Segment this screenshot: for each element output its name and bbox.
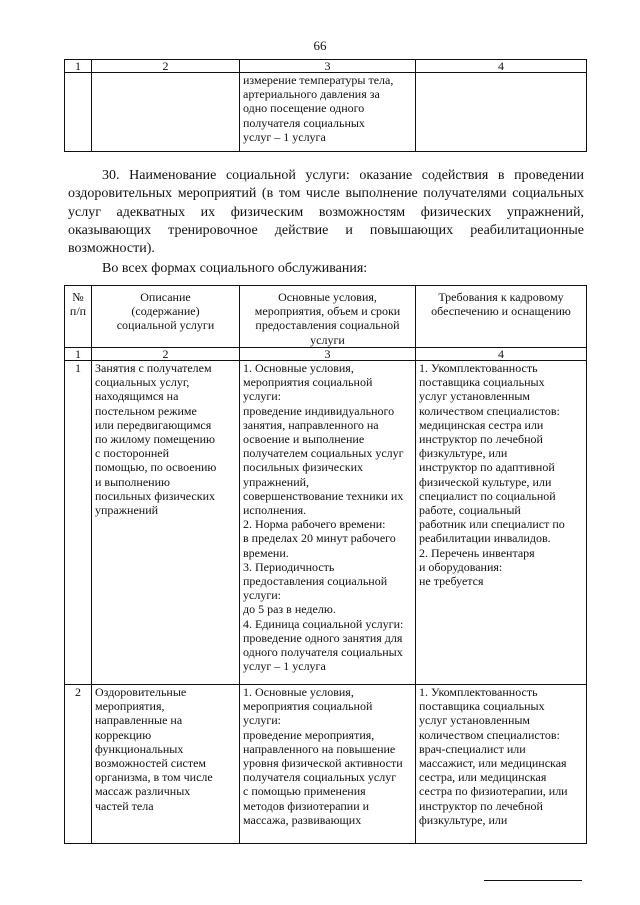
text-line: медицинская сестра или <box>419 417 544 432</box>
row-number: 2 <box>65 685 92 844</box>
text-line: п/п <box>69 304 87 319</box>
text-line: физкультуре, или <box>419 812 508 827</box>
text-line: методов физиотерапии и <box>243 798 370 813</box>
service-name-paragraph: 30. Наименование социальной услуги: оказание содействия в проведении оздоровительных мероприятий (в том числе выполнение получателями социальных услуг адекватных их физическим возможностям физических упражнений, оказывающих тренировочное действие и повышающих реабилитационные возможности). <box>68 168 584 257</box>
text-line: массажа, развивающих <box>243 812 362 827</box>
text-line: социальной услуги <box>116 318 215 333</box>
header-requirements <box>416 286 587 348</box>
text-line: мероприятия социальной <box>243 375 373 390</box>
text-line: поставщика социальных <box>419 375 545 390</box>
text-line: сестра, или медицинская <box>419 770 547 785</box>
text-line: инструктор по адаптивной <box>419 460 555 475</box>
continued-cell-2 <box>92 73 240 152</box>
text-line: услуг установленным <box>419 713 531 728</box>
continued-table <box>64 59 587 152</box>
text-line: услуг – 1 услуга <box>243 659 326 674</box>
text-line: по жилому помещению <box>95 432 215 447</box>
text-line: физкультуре, или <box>419 446 508 461</box>
text-line: количеством специалистов: <box>419 403 560 418</box>
continued-table-row <box>65 73 587 152</box>
text-line: освоение и выполнение <box>243 432 365 447</box>
row-number: 1 <box>65 361 92 685</box>
text-line: социальных услуг, <box>95 375 190 390</box>
text-line: 1. Основные условия, <box>243 685 354 699</box>
continued-cell-1 <box>65 73 92 152</box>
header-description <box>92 286 240 348</box>
text-line: Основные условия, <box>278 290 377 304</box>
text-line: работник или специалист по <box>419 517 565 532</box>
section-text <box>68 167 584 279</box>
page-number: 66 <box>313 38 327 53</box>
continued-conditions-text <box>243 73 412 144</box>
text-line: измерение температуры тела, <box>243 73 394 87</box>
text-line: массаж различных <box>95 784 191 799</box>
column-number-1: 1 <box>65 348 92 361</box>
text-line: и выполнению <box>95 474 170 489</box>
text-line: организма, в том числе <box>95 770 213 785</box>
text-line: услуги: <box>243 588 281 603</box>
text-line: или передвигающимся <box>95 417 212 432</box>
text-line: Требования к кадровому <box>438 290 564 304</box>
column-number-2: 2 <box>92 348 240 361</box>
row-requirements <box>416 361 587 685</box>
continued-cell-4 <box>416 73 587 152</box>
text-line: и оборудования: <box>419 559 503 574</box>
text-line: массажист, или медицинская <box>419 756 567 771</box>
text-line: 1. Укомплектованность <box>419 361 538 375</box>
text-line: 1. Укомплектованность <box>419 685 538 699</box>
text-line: специалист по социальной <box>419 488 556 503</box>
text-line: проведение мероприятия, <box>243 727 375 742</box>
text-line: № <box>72 290 84 304</box>
service-table-header-row <box>65 286 587 348</box>
text-line: физической культуре, или <box>419 474 552 489</box>
text-line: посильных физических <box>95 488 216 503</box>
row-description <box>92 685 240 844</box>
text-line: услуг установленным <box>419 389 531 404</box>
column-number-4: 4 <box>416 348 587 361</box>
text-line: в пределах 20 минут рабочего <box>243 531 396 546</box>
column-number-1: 1 <box>65 60 92 73</box>
row-description <box>92 361 240 685</box>
service-forms-line: Во всех формах социального обслуживания: <box>102 261 368 277</box>
text-line: 4. Единица социальной услуги: <box>243 616 404 631</box>
text-line: работе, социальный <box>419 503 521 518</box>
text-line: возможностей систем <box>95 756 207 771</box>
text-line: мероприятия, объем и сроки <box>254 304 401 319</box>
text-line: инструктор по лечебной <box>419 432 543 447</box>
text-line: постельном режиме <box>95 403 197 418</box>
text-line: одно посещение одного <box>243 101 365 116</box>
table-row <box>65 361 587 685</box>
column-number-2: 2 <box>92 60 240 73</box>
text-line: услуги: <box>243 713 281 728</box>
text-line: получателя социальных услуг <box>243 770 397 785</box>
text-line: артериального давления за <box>243 87 380 102</box>
text-line: мероприятия, <box>95 699 165 714</box>
text-line: 2. Норма рабочего времени: <box>243 517 386 532</box>
text-line: Оздоровительные <box>95 685 187 699</box>
text-line: услуг – 1 услуга <box>243 129 326 144</box>
text-line: упражнений <box>95 503 159 518</box>
column-number-3: 3 <box>240 348 416 361</box>
text-line: занятия, направленного на <box>243 417 379 432</box>
continued-cell-3 <box>240 73 416 152</box>
text-line: не требуется <box>419 574 484 589</box>
column-number-3: 3 <box>240 60 416 73</box>
column-numbers-row <box>65 348 587 361</box>
text-line: находящимся на <box>95 389 179 404</box>
text-line: получателем социальных услуг <box>243 446 404 461</box>
text-line: времени. <box>243 545 289 560</box>
text-line: инструктор по лечебной <box>419 798 543 813</box>
footer-rule <box>484 880 582 881</box>
text-line: посильных физических <box>243 460 364 475</box>
text-line: Занятия с получателем <box>95 361 212 375</box>
text-line: уровня физической активности <box>243 756 403 771</box>
text-line: получателя социальных <box>243 115 365 130</box>
header-number <box>65 286 92 348</box>
table-row <box>65 685 587 844</box>
text-line: 1. Основные условия, <box>243 361 354 375</box>
column-number-4: 4 <box>416 60 587 73</box>
text-line: с посторонней <box>95 446 170 461</box>
text-line: поставщика социальных <box>419 699 545 714</box>
service-table <box>64 285 587 844</box>
continued-table-header-row <box>65 60 587 73</box>
text-line: обеспечению и оснащению <box>431 304 571 319</box>
text-line: врач-специалист или <box>419 741 526 756</box>
text-line: проведение одного занятия для <box>243 630 403 645</box>
text-line: сестра по физиотерапии, или <box>419 784 568 799</box>
text-line: 3. Периодичность <box>243 559 335 574</box>
text-line: коррекцию <box>95 727 152 742</box>
text-line: услуги <box>310 332 345 347</box>
text-line: помощью, по освоению <box>95 460 217 475</box>
row-conditions <box>240 685 416 844</box>
text-line: направленные на <box>95 713 183 728</box>
text-line: Описание <box>140 290 191 304</box>
text-line: проведение индивидуального <box>243 403 395 418</box>
text-line: реабилитации инвалидов. <box>419 531 551 546</box>
text-line: частей тела <box>95 798 154 813</box>
text-line: количеством специалистов: <box>419 727 560 742</box>
text-line: предоставления социальной <box>243 574 388 589</box>
text-line: с помощью применения <box>243 784 366 799</box>
text-line: одного получателя социальных <box>243 645 403 660</box>
row-conditions <box>240 361 416 685</box>
row-requirements <box>416 685 587 844</box>
text-line: совершенствование техники их <box>243 488 404 503</box>
text-line: услуги: <box>243 389 281 404</box>
text-line: упражнений, <box>243 474 310 489</box>
text-line: до 5 раз в неделю. <box>243 602 336 617</box>
text-line: (содержание) <box>131 304 200 319</box>
text-line: мероприятия социальной <box>243 699 373 714</box>
text-line: направленного на повышение <box>243 741 396 756</box>
text-line: предоставления социальной <box>255 318 400 333</box>
header-conditions <box>240 286 416 348</box>
text-line: 2. Перечень инвентаря <box>419 545 535 560</box>
text-line: функциональных <box>95 741 184 756</box>
text-line: исполнения. <box>243 503 307 518</box>
